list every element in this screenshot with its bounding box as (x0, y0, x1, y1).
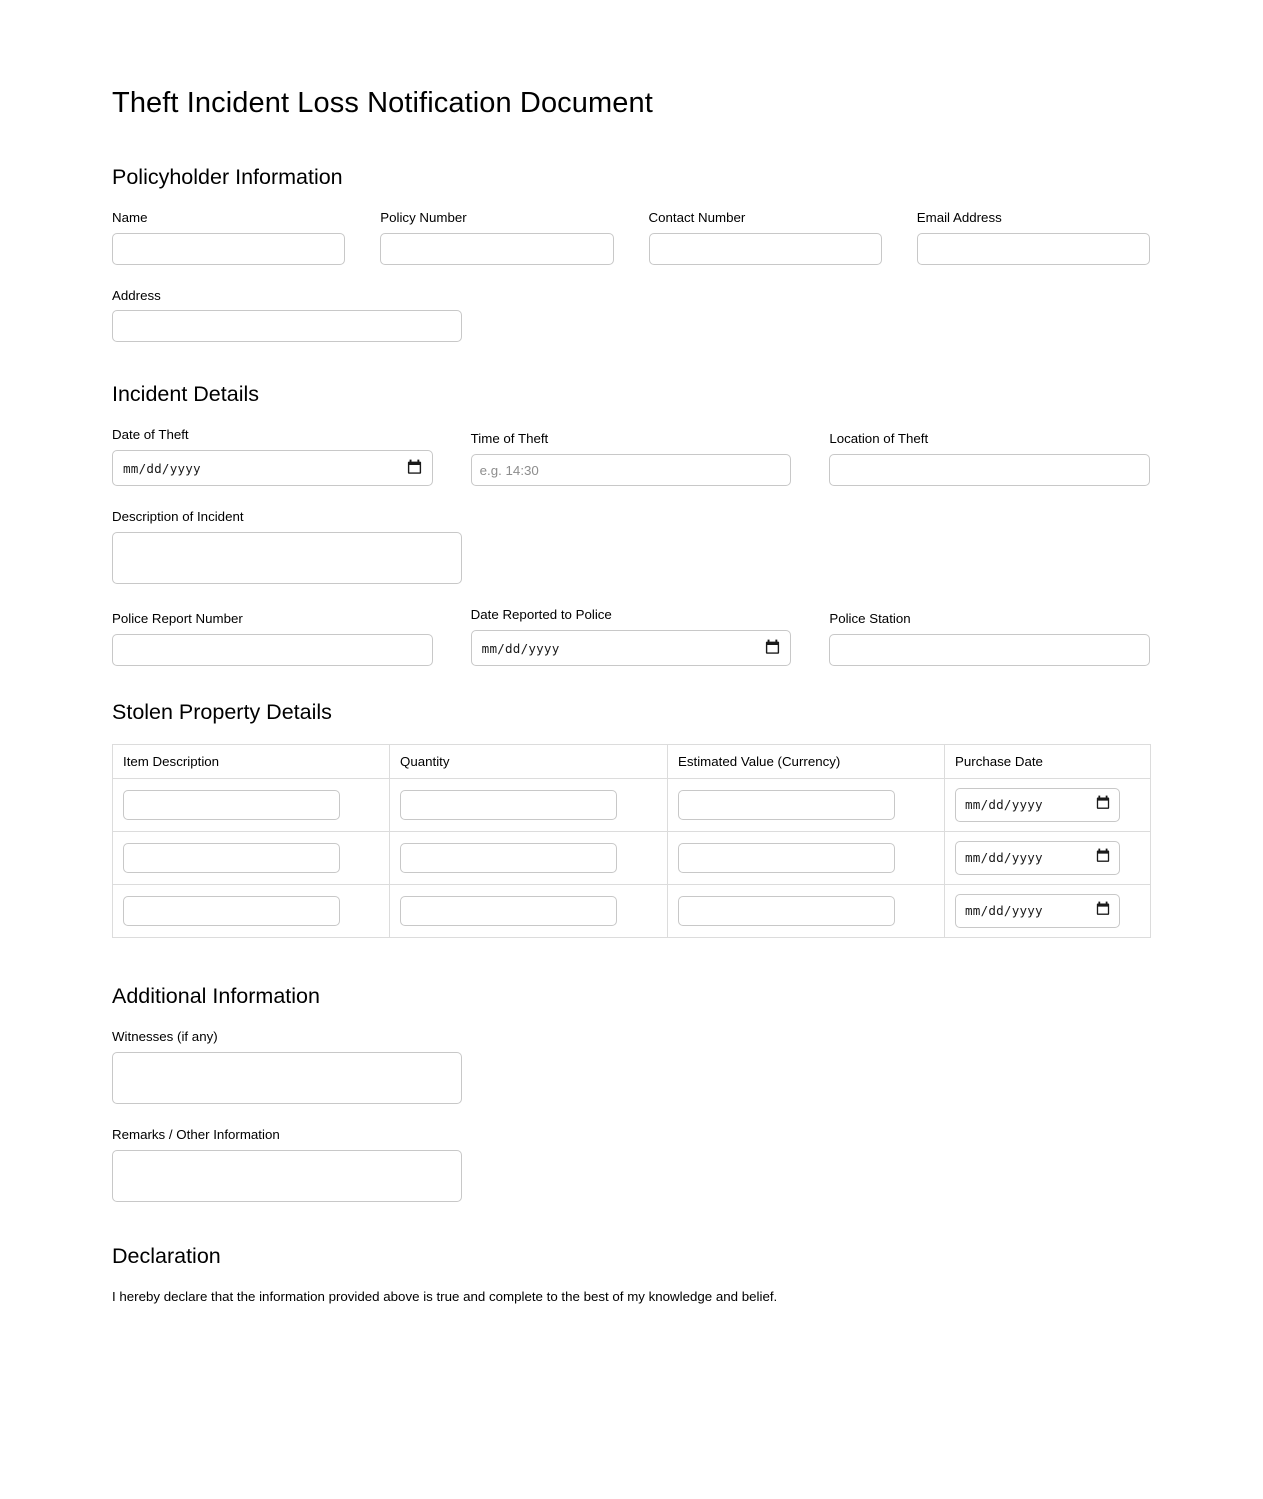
section-heading-additional: Additional Information (112, 983, 320, 1008)
label-description-of-incident: Description of Incident (112, 509, 244, 525)
cell-purchase-date (945, 884, 1151, 937)
calendar-icon[interactable] (1096, 848, 1110, 868)
label-policy-number: Policy Number (380, 209, 467, 225)
estimated-value-input[interactable] (678, 896, 895, 926)
section-heading-policyholder: Policyholder Information (112, 164, 343, 189)
cell-purchase-date (945, 778, 1151, 831)
label-police-station: Police Station (829, 611, 911, 627)
policyholder-fields-grid (112, 209, 1150, 265)
cell-estimated-value (668, 831, 945, 884)
label-time-of-theft: Time of Theft (470, 431, 549, 447)
purchase-date-input[interactable] (955, 788, 1120, 822)
field-witnesses (112, 1028, 462, 1104)
field-description-of-incident (112, 508, 462, 584)
incident-top-grid (112, 426, 1150, 486)
section-heading-incident: Incident Details (112, 382, 259, 407)
section-policyholder-information (112, 165, 1150, 343)
label-email-address: Email Address (916, 209, 1002, 225)
description-of-incident-textarea[interactable] (112, 532, 462, 584)
item-description-input[interactable] (123, 843, 340, 873)
calendar-icon[interactable] (1096, 795, 1110, 815)
column-header-quantity: Quantity (390, 744, 668, 778)
label-witnesses: Witnesses (if any) (112, 1028, 218, 1044)
column-header-item-description: Item Description (113, 744, 390, 778)
purchase-date-input[interactable] (955, 894, 1120, 928)
column-header-purchase-date: Purchase Date (945, 744, 1151, 778)
label-date-reported-to-police: Date Reported to Police (470, 607, 612, 623)
quantity-input[interactable] (400, 843, 617, 873)
field-location-of-theft (829, 430, 1150, 486)
section-incident-details (112, 382, 1150, 666)
cell-item-description (113, 884, 390, 937)
cell-item-description (113, 778, 390, 831)
quantity-input[interactable] (400, 896, 617, 926)
field-date-reported-to-police (471, 606, 792, 666)
remarks-textarea[interactable] (112, 1150, 462, 1202)
field-police-station (829, 610, 1150, 666)
date-of-theft-value: mm/dd/yyyy (123, 460, 201, 476)
label-address: Address (112, 287, 161, 303)
time-of-theft-input[interactable] (471, 454, 792, 486)
estimated-value-input[interactable] (678, 790, 895, 820)
table-header-row (113, 744, 1151, 778)
field-time-of-theft (471, 430, 792, 486)
page-title: Theft Incident Loss Notification Document (112, 87, 653, 119)
calendar-icon[interactable] (407, 459, 422, 478)
table-head (113, 744, 1151, 778)
cell-purchase-date (945, 831, 1151, 884)
name-input[interactable] (112, 233, 345, 265)
field-remarks (112, 1126, 462, 1202)
section-declaration (112, 1244, 1150, 1308)
date-reported-value: mm/dd/yyyy (481, 640, 560, 656)
calendar-icon[interactable] (765, 639, 780, 658)
police-report-number-input[interactable] (112, 634, 433, 666)
incident-police-grid (112, 606, 1150, 666)
contact-number-input[interactable] (649, 233, 882, 265)
column-header-estimated-value: Estimated Value (Currency) (668, 744, 945, 778)
section-heading-declaration: Declaration (112, 1243, 221, 1268)
section-heading-stolen-property: Stolen Property Details (112, 700, 332, 725)
cell-estimated-value (668, 778, 945, 831)
label-location-of-theft: Location of Theft (829, 431, 929, 447)
table-row (113, 778, 1151, 831)
field-email-address (917, 209, 1150, 265)
item-description-input[interactable] (123, 896, 340, 926)
estimated-value-input[interactable] (678, 843, 895, 873)
field-policy-number (380, 209, 613, 265)
date-of-theft-input[interactable] (112, 450, 433, 486)
email-address-input[interactable] (917, 233, 1150, 265)
police-station-input[interactable] (829, 634, 1150, 666)
location-of-theft-input[interactable] (829, 454, 1150, 486)
cell-quantity (390, 831, 668, 884)
cell-estimated-value (668, 884, 945, 937)
label-date-of-theft: Date of Theft (112, 427, 189, 443)
table-body (113, 778, 1151, 937)
field-police-report-number (112, 610, 433, 666)
quantity-input[interactable] (400, 790, 617, 820)
field-contact-number (649, 209, 882, 265)
cell-quantity (390, 778, 668, 831)
purchase-date-value: mm/dd/yyyy (965, 850, 1043, 866)
field-date-of-theft (112, 426, 433, 486)
purchase-date-value: mm/dd/yyyy (965, 797, 1043, 813)
item-description-input[interactable] (123, 790, 340, 820)
stolen-property-table (112, 744, 1151, 938)
policy-number-input[interactable] (380, 233, 613, 265)
label-police-report-number: Police Report Number (112, 611, 243, 627)
witnesses-textarea[interactable] (112, 1052, 462, 1104)
address-input[interactable] (112, 310, 462, 342)
label-contact-number: Contact Number (648, 209, 746, 225)
field-name (112, 209, 345, 265)
purchase-date-value: mm/dd/yyyy (965, 903, 1043, 919)
calendar-icon[interactable] (1096, 901, 1110, 921)
table-row (113, 831, 1151, 884)
purchase-date-input[interactable] (955, 841, 1120, 875)
table-row (113, 884, 1151, 937)
label-remarks: Remarks / Other Information (112, 1126, 280, 1142)
label-name: Name (112, 209, 148, 225)
section-additional-information (112, 984, 1150, 1202)
declaration-text: I hereby declare that the information provided above is true and complete to the best of my knowledge and belief. (112, 1289, 778, 1305)
cell-item-description (113, 831, 390, 884)
cell-quantity (390, 884, 668, 937)
field-address (112, 287, 462, 343)
section-stolen-property-details (112, 700, 1150, 938)
date-reported-to-police-input[interactable] (471, 630, 792, 666)
